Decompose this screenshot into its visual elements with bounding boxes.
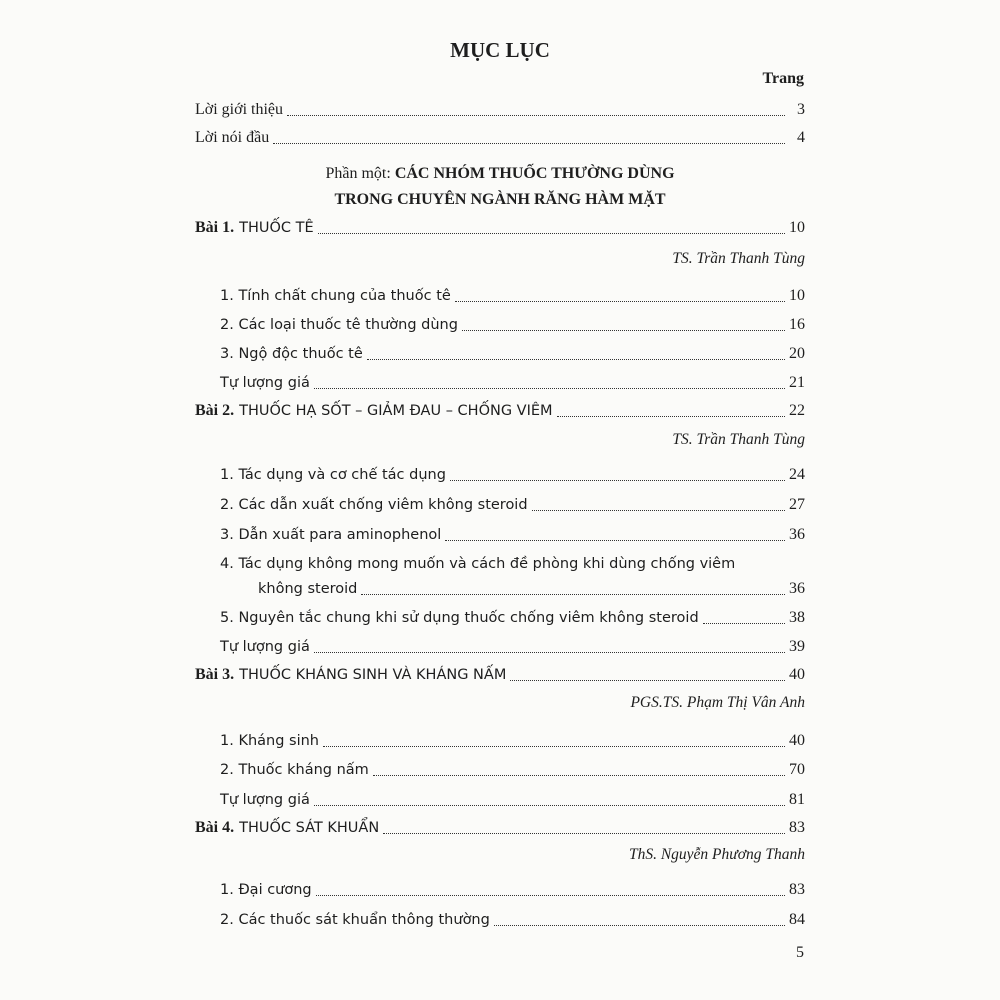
- dot-leader: [557, 415, 785, 417]
- entry-page: 3: [797, 101, 805, 118]
- toc-subentry[interactable]: [220, 282, 805, 306]
- entry-page: 24: [789, 466, 805, 483]
- toc-subentry[interactable]: [220, 756, 805, 780]
- toc-title: MỤC LỤC: [450, 38, 550, 62]
- dot-leader: [532, 509, 785, 511]
- lesson-entry[interactable]: [195, 214, 805, 238]
- entry-text: 4. Tác dụng không mong muốn và cách đề phòng khi dùng chống viêm: [220, 556, 736, 572]
- part-prefix: Phần một:: [325, 165, 391, 182]
- dot-leader: [455, 300, 785, 302]
- dot-leader: [383, 832, 785, 834]
- toc-subentry[interactable]: [220, 727, 805, 751]
- lesson-author: ThS. Nguyễn Phương Thanh: [628, 846, 805, 863]
- lesson-title: THUỐC KHÁNG SINH VÀ KHÁNG NẤM: [239, 667, 507, 683]
- lesson-entry[interactable]: [195, 814, 805, 838]
- dot-leader: [494, 924, 785, 926]
- entry-page: 81: [789, 791, 805, 808]
- dot-leader: [445, 539, 785, 541]
- lesson-title: THUỐC TÊ: [239, 220, 314, 236]
- dot-leader: [373, 774, 785, 776]
- lesson-entry[interactable]: [195, 397, 805, 421]
- lesson-author: TS. Trần Thanh Tùng: [672, 250, 805, 267]
- entry-text: Lời nói đầu: [195, 129, 270, 146]
- entry-page: 10: [789, 219, 805, 236]
- dot-leader: [323, 745, 785, 747]
- entry-text: Tự lượng giá: [220, 639, 310, 655]
- toc-subentry[interactable]: [220, 461, 805, 485]
- part-title-line1: CÁC NHÓM THUỐC THƯỜNG DÙNG: [394, 165, 675, 182]
- dot-leader: [462, 329, 785, 331]
- entry-text: 1. Tác dụng và cơ chế tác dụng: [220, 467, 446, 483]
- toc-subentry[interactable]: [220, 521, 805, 545]
- entry-page: 16: [789, 316, 805, 333]
- dot-leader: [316, 894, 785, 896]
- toc-subentry-continuation[interactable]: [258, 575, 805, 599]
- lesson-title: THUỐC SÁT KHUẨN: [239, 820, 380, 836]
- entry-page: 27: [789, 496, 805, 513]
- dot-leader: [314, 804, 785, 806]
- entry-page: 40: [789, 732, 805, 749]
- toc-subentry[interactable]: [220, 876, 805, 900]
- toc-subentry[interactable]: [220, 604, 805, 628]
- entry-text: 5. Nguyên tắc chung khi sử dụng thuốc chống viêm không steroid: [220, 610, 699, 626]
- entry-text: Tự lượng giá: [220, 375, 310, 391]
- lesson-label: Bài 2.: [195, 402, 235, 419]
- page-number: 5: [796, 944, 804, 961]
- entry-page: 39: [789, 638, 805, 655]
- lesson-title: THUỐC HẠ SỐT – GIẢM ĐAU – CHỐNG VIÊM: [239, 403, 553, 419]
- toc-entry[interactable]: [195, 124, 805, 148]
- dot-leader: [318, 232, 785, 234]
- dot-leader: [510, 679, 785, 681]
- part-heading-line2: [0, 188, 1000, 212]
- dot-leader: [450, 479, 785, 481]
- entry-page: 83: [789, 819, 805, 836]
- entry-page: 20: [789, 345, 805, 362]
- entry-page: 21: [789, 374, 805, 391]
- entry-text: 2. Các dẫn xuất chống viêm không steroid: [220, 497, 528, 513]
- entry-text-continuation: không steroid: [258, 581, 358, 597]
- entry-text: 2. Các loại thuốc tê thường dùng: [220, 317, 458, 333]
- entry-page: 83: [789, 881, 805, 898]
- dot-leader: [314, 387, 785, 389]
- entry-text: 2. Thuốc kháng nấm: [220, 762, 369, 778]
- page-column-label: Trang: [762, 70, 804, 87]
- entry-text: 1. Đại cương: [220, 882, 312, 898]
- entry-page: 22: [789, 402, 805, 419]
- entry-text: 1. Kháng sinh: [220, 733, 319, 749]
- toc-subentry[interactable]: [220, 906, 805, 930]
- entry-page: 70: [789, 761, 805, 778]
- entry-page: 40: [789, 666, 805, 683]
- toc-subentry[interactable]: [220, 369, 805, 393]
- entry-text: 3. Ngộ độc thuốc tê: [220, 346, 363, 362]
- dot-leader: [314, 651, 785, 653]
- part-title-line2: TRONG CHUYÊN NGÀNH RĂNG HÀM MẶT: [334, 191, 666, 208]
- lesson-author: TS. Trần Thanh Tùng: [672, 431, 805, 448]
- lesson-entry[interactable]: [195, 661, 805, 685]
- entry-page: 36: [789, 526, 805, 543]
- toc-subentry-multiline[interactable]: [220, 550, 805, 574]
- dot-leader: [361, 593, 785, 595]
- lesson-label: Bài 4.: [195, 819, 235, 836]
- lesson-author: PGS.TS. Phạm Thị Vân Anh: [630, 694, 805, 711]
- entry-page: 10: [789, 287, 805, 304]
- entry-text: 3. Dẫn xuất para aminophenol: [220, 527, 442, 543]
- toc-subentry[interactable]: [220, 633, 805, 657]
- toc-subentry[interactable]: [220, 340, 805, 364]
- entry-page: 4: [797, 129, 805, 146]
- lesson-label: Bài 1.: [195, 219, 235, 236]
- entry-text: 1. Tính chất chung của thuốc tê: [220, 288, 451, 304]
- toc-entry[interactable]: [195, 96, 805, 120]
- entry-text: Tự lượng giá: [220, 792, 310, 808]
- toc-subentry[interactable]: [220, 491, 805, 515]
- lesson-label: Bài 3.: [195, 666, 235, 683]
- toc-subentry[interactable]: [220, 786, 805, 810]
- entry-text: Lời giới thiệu: [195, 101, 284, 118]
- entry-page: 38: [789, 609, 805, 626]
- toc-subentry[interactable]: [220, 311, 805, 335]
- part-heading-line1: [0, 162, 1000, 186]
- entry-page: 84: [789, 911, 805, 928]
- dot-leader: [273, 142, 785, 144]
- dot-leader: [703, 622, 785, 624]
- entry-text: 2. Các thuốc sát khuẩn thông thường: [220, 912, 490, 928]
- dot-leader: [367, 358, 785, 360]
- entry-page: 36: [789, 580, 805, 597]
- dot-leader: [287, 114, 785, 116]
